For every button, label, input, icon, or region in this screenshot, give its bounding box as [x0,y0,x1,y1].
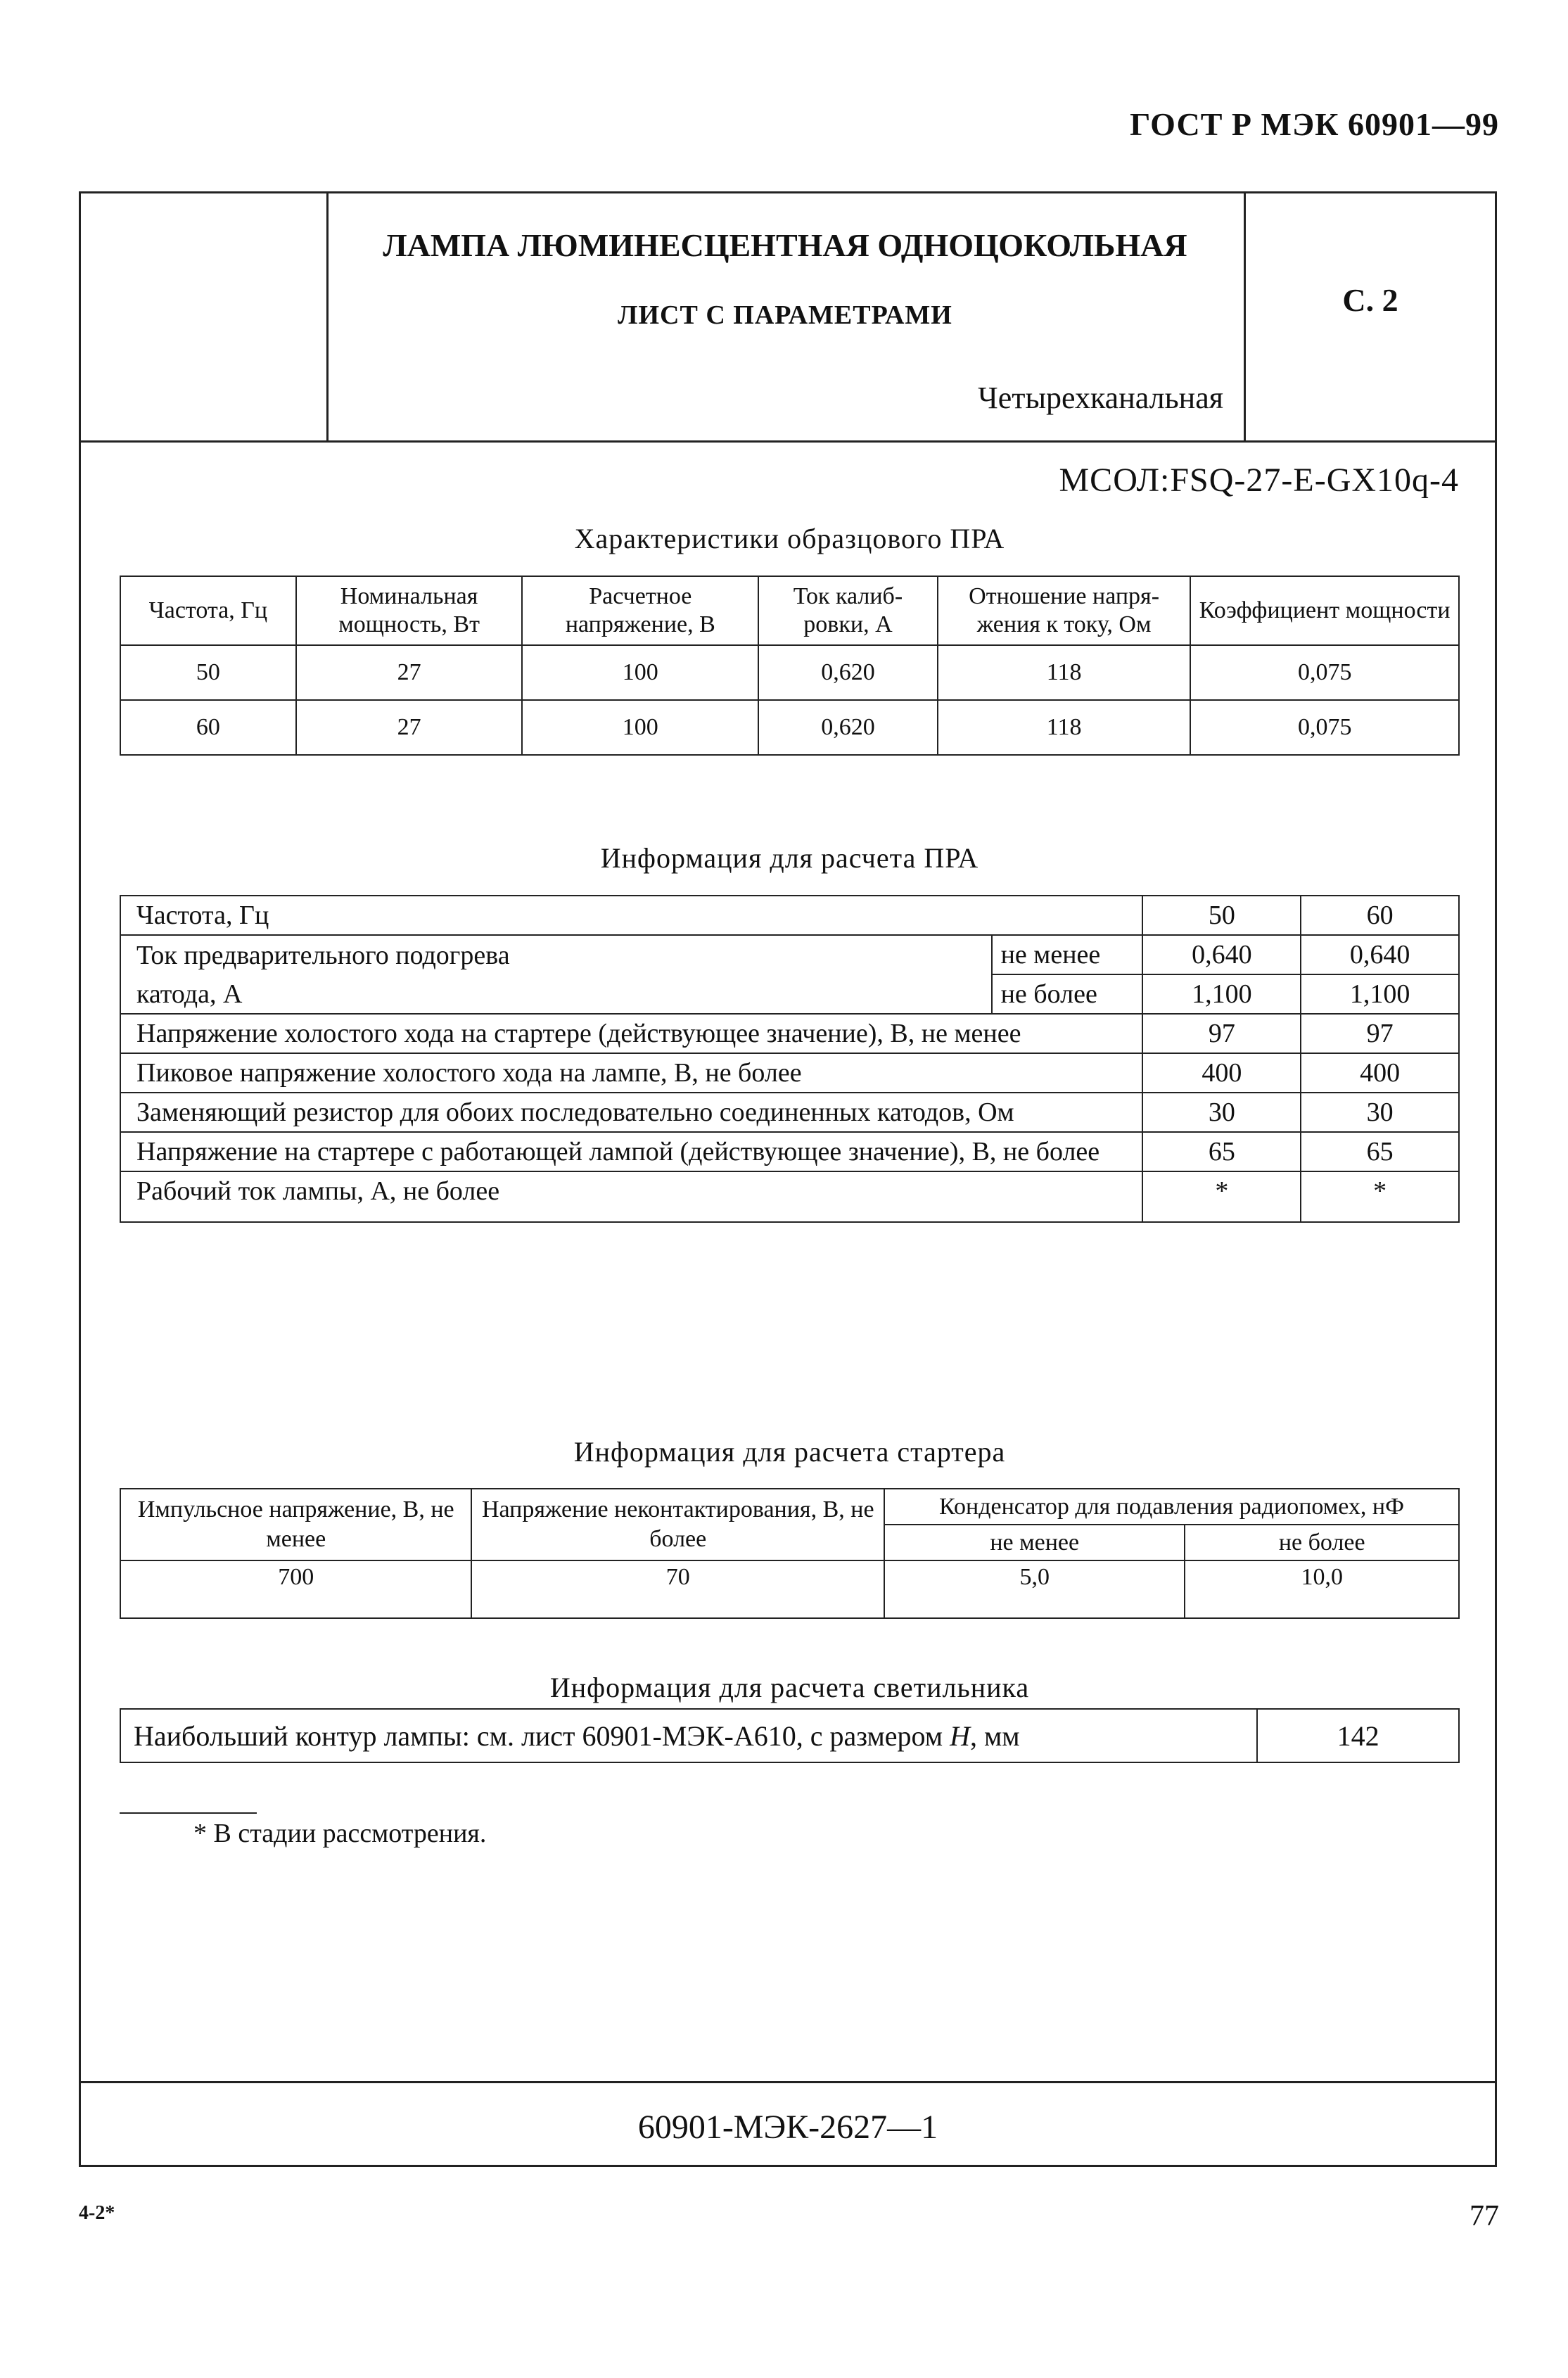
table-cell: 0,620 [758,645,938,700]
table-cell: 100 [522,645,758,700]
table-cell: Рабочий ток лампы, А, не более [120,1171,1142,1222]
table-cell: 100 [522,700,758,755]
table-cell: 30 [1142,1093,1301,1132]
table-cell: 0,075 [1190,700,1459,755]
table-row [120,935,1459,974]
lamp-code: МСОЛ:FSQ-27-E-GX10q-4 [1059,462,1459,499]
table-cell: не более [992,974,1143,1014]
table-cell: 27 [296,645,523,700]
table-cell: 30 [1301,1093,1459,1132]
sheet-title: ЛАМПА ЛЮМИНЕСЦЕНТНАЯ ОДНОЦОКОЛЬНАЯ [383,227,1187,263]
footnote: * В стадии рассмотрения. [193,1819,487,1848]
table-cell: 70 [471,1560,884,1618]
pra-caption: Информация для расчета ПРА [600,842,979,874]
col-header: Напряжение неконтактирования, В, не более [471,1489,884,1560]
standard-number: ГОСТ Р МЭК 60901—99 [1130,106,1499,142]
table-cell: Ток предварительного подогрева [120,935,992,974]
col-header: Расчетное напряжение, В [522,576,758,645]
table-header-row [120,1489,1459,1525]
luminaire-table [120,1708,1460,1763]
table-cell: 97 [1301,1014,1459,1053]
col-header: Номинальная мощность, Вт [296,576,523,645]
table-cell: 65 [1142,1132,1301,1171]
table-cell: Заменяющий резистор для обоих последовательно соединенных катодов, Ом [120,1093,1142,1132]
table-cell: 700 [120,1560,471,1618]
table-cell: Напряжение на стартере с работающей лампой (действующее значение), В, не более [120,1132,1142,1171]
luminaire-caption: Информация для расчета светильника [549,1672,1030,1703]
table-cell: 5,0 [884,1560,1185,1618]
table-cell: 27 [296,700,523,755]
col-header: Коэффициент мощности [1190,576,1459,645]
col-header: Частота, Гц [120,576,296,645]
header-divider [79,440,1497,443]
table-cell: 10,0 [1185,1560,1459,1618]
table-cell: катода, А [120,974,992,1014]
table-cell: 0,620 [758,700,938,755]
table-cell: 400 [1301,1053,1459,1093]
table-cell: * [1301,1171,1459,1222]
col-header: Импульсное напряжение, В, не менее [120,1489,471,1560]
table-row [120,1709,1459,1762]
footnote-rule [120,1812,257,1814]
starter-caption: Информация для расчета стартера [573,1436,1006,1468]
table-cell: 97 [1142,1014,1301,1053]
table-cell: 1,100 [1301,974,1459,1014]
table-row [120,1132,1459,1171]
sheet-page: С. 2 [1342,282,1398,318]
table-cell: Напряжение холостого хода на стартере (действующее значение), В, не менее [120,1014,1142,1053]
table-cell [120,1709,1257,1762]
table-cell: 118 [938,700,1191,755]
dimension-symbol: H [950,1719,970,1752]
col-header: не менее [884,1525,1185,1560]
lamp-type: Четырехканальная [978,381,1223,415]
table-cell: 60 [120,700,296,755]
table-cell: 50 [1142,896,1301,935]
table-cell: Пиковое напряжение холостого хода на лампе, В, не более [120,1053,1142,1093]
footer-divider [79,2081,1497,2083]
col-header: Отношение напря-жения к току, Ом [938,576,1191,645]
table-row [120,1014,1459,1053]
table-cell: 1,100 [1142,974,1301,1014]
table-row [120,896,1459,935]
table-cell: 0,640 [1301,935,1459,974]
table-cell: 118 [938,645,1191,700]
print-mark: 4-2* [79,2202,115,2224]
pra-table [120,895,1460,1223]
table-cell: 0,075 [1190,645,1459,700]
table-header-row [120,576,1459,645]
table-cell: Частота, Гц [120,896,1142,935]
table-row [120,1053,1459,1093]
sheet-code: 60901-МЭК-2627—1 [637,2109,938,2146]
table-cell: 60 [1301,896,1459,935]
table-row [120,1171,1459,1222]
page-number: 77 [1470,2200,1499,2232]
sheet-subtitle: ЛИСТ С ПАРАМЕТРАМИ [618,300,952,330]
table-cell: 50 [120,645,296,700]
ballast-table [120,576,1460,756]
table-row [120,700,1459,755]
luminaire-label: Наибольший контур лампы: см. лист 60901-МЭК-А610, с размером [134,1719,950,1752]
table-row [120,1093,1459,1132]
table-row [120,645,1459,700]
table-cell: * [1142,1171,1301,1222]
col-header: не более [1185,1525,1459,1560]
col-header: Конденсатор для подавления радиопомех, нФ [884,1489,1459,1525]
ballast-caption: Характеристики образцового ПРА [574,523,1005,554]
table-cell: 142 [1257,1709,1459,1762]
luminaire-unit: , мм [969,1719,1020,1752]
table-row [120,974,1459,1014]
table-cell: 65 [1301,1132,1459,1171]
table-cell: не менее [992,935,1143,974]
table-cell: 400 [1142,1053,1301,1093]
starter-table [120,1488,1460,1619]
col-header: Ток калиб-ровки, А [758,576,938,645]
table-cell: 0,640 [1142,935,1301,974]
table-row [120,1560,1459,1618]
